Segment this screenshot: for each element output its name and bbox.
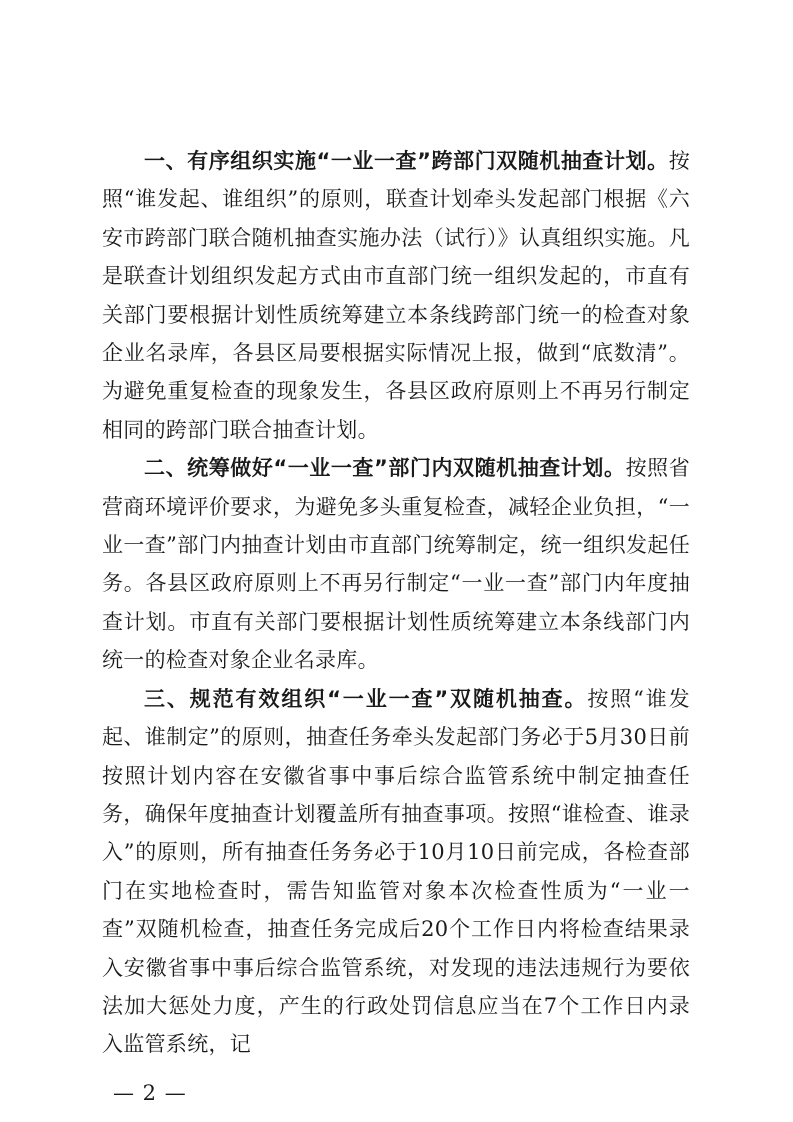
body-text xyxy=(102,142,690,1064)
paragraph-3-text: 按照“谁发起、谁制定”的原则，抽查任务牵头发起部门务必于5月30日前按照计划内容在安徽省事中事后综合监管系统中制定抽查任务，确保年度抽查计划覆盖所有抽查事项。按照“谁检查、谁录入”的原则，所有抽查任务务必于10月10日前完成，各检查部门在实地检查时，需告知监管对象本次检查性质为“一业一查”双随机检查，抽查任务完成后20个工作日内将检查结果录入安徽省事中事后综合监管系统，对发现的违法违规行为要依法加大惩处力度，产生的行政处罚信息应当在7个工作日内录入监管系统，记 xyxy=(102,686,690,1057)
paragraph-2-text: 按照省营商环境评价要求，为避免多头重复检查，减轻企业负担，“一业一查”部门内抽查计划由市直部门统筹制定，统一组织发起任务。各县区政府原则上不再另行制定“一业一查”部门内年度抽查计划。市直有关部门要根据计划性质统筹建立本条线部门内统一的检查对象企业名录库。 xyxy=(102,456,690,673)
page-number: — 2 — xyxy=(113,1081,187,1105)
paragraph-2-heading: 二、统筹做好“一业一查”部门内双随机抽查计划。 xyxy=(144,456,626,481)
paragraph-2 xyxy=(102,449,690,679)
paragraph-1 xyxy=(102,142,690,449)
paragraph-3-heading: 三、规范有效组织“一业一查”双随机抽查。 xyxy=(144,686,588,711)
paragraph-1-heading: 一、有序组织实施“一业一查”跨部门双随机抽查计划。 xyxy=(144,149,669,173)
paragraph-1-text: 按照“谁发起、谁组织”的原则，联查计划牵头发起部门根据《六安市跨部门联合随机抽查实施办法（试行）》认真组织实施。凡是联查计划组织发起方式由市直部门统一组织发起的，市直有关部门要根据计划性质统筹建立本条线跨部门统一的检查对象企业名录库，各县区局要根据实际情况上报，做到“底数清”。为避免重复检查的现象发生，各县区政府原则上不再另行制定相同的跨部门联合抽查计划。 xyxy=(102,149,690,442)
paragraph-3 xyxy=(102,680,690,1064)
